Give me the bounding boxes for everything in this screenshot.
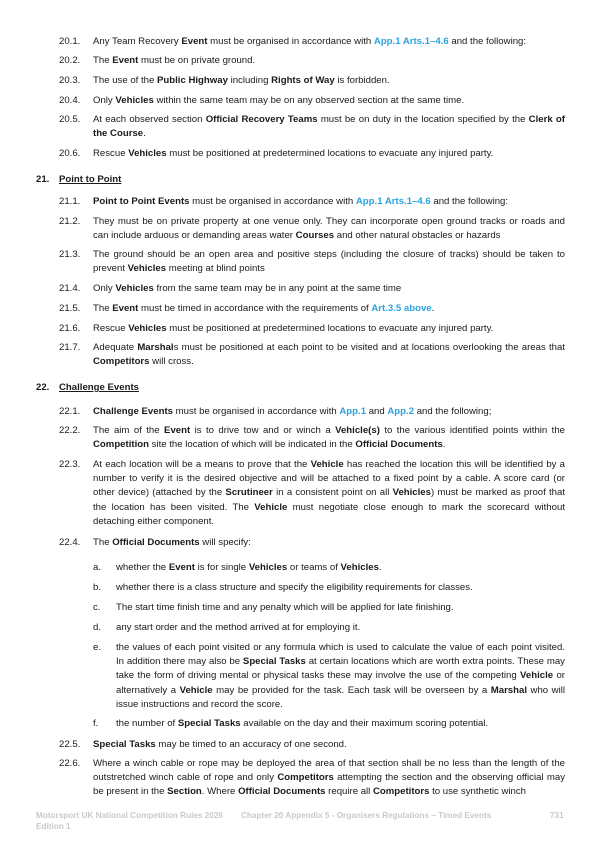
section-title: Point to Point <box>59 174 122 185</box>
section-title: Challenge Events <box>59 382 139 393</box>
clause-number: 21.1. <box>59 196 81 207</box>
clause-number: 21.3. <box>59 249 81 260</box>
clause-number: 21.2. <box>59 216 81 227</box>
article-reference-link[interactable]: App.2 <box>387 406 415 417</box>
clause-number: 22.5. <box>59 739 81 750</box>
clause-21-2 <box>59 215 565 243</box>
list-item-text: the number of Special Tasks available on the day and their maximum scoring potential. <box>116 718 489 729</box>
list-item-letter: b. <box>93 582 102 593</box>
clause-22-4 <box>59 536 565 550</box>
section-number: 21. <box>36 174 50 185</box>
clause-21-7 <box>59 341 565 369</box>
list-item-e <box>93 641 565 712</box>
list-item-letter: d. <box>93 622 102 633</box>
clause-text: At each observed section Official Recovery Teams must be on duty in the location specified by the Clerk of the Course. <box>93 114 565 140</box>
clause-number: 22.1. <box>59 406 81 417</box>
clause-text: Any Team Recovery Event must be organised in accordance with App.1 Arts.1–4.6 and the following: <box>93 36 527 47</box>
clause-number: 22.6. <box>59 758 81 769</box>
list-item-c <box>93 601 565 615</box>
clause-20-5 <box>59 113 565 141</box>
page-number: 731 <box>550 811 564 820</box>
clause-number: 20.6. <box>59 148 81 159</box>
list-item-f <box>93 717 565 731</box>
clause-number: 20.5. <box>59 114 81 125</box>
list-item-d <box>93 621 565 635</box>
clause-21-3 <box>59 248 565 276</box>
clause-number: 20.3. <box>59 75 81 86</box>
clause-22-5 <box>59 738 565 752</box>
clause-22-3 <box>59 458 565 529</box>
clause-text: The Official Documents will specify: <box>93 537 251 548</box>
clause-number: 22.2. <box>59 425 81 436</box>
list-item-a <box>93 561 565 575</box>
list-item-text: whether there is a class structure and specify the eligibility requirements for classes. <box>116 582 473 593</box>
clause-text: Rescue Vehicles must be positioned at predetermined locations to evacuate any injured party. <box>93 323 494 334</box>
clause-text: Where a winch cable or rope may be deployed the area of that section shall be no less than the length of the outstretched winch cable of rope and only Competitors attempting the section and the observing official may be present in the Section. Where Official Documents require all Competitors to use synthetic winch <box>93 758 565 798</box>
footer-chapter: Chapter 20 Appendix 5 - Organisers Regulations – Timed Events <box>241 811 492 820</box>
clause-21-5 <box>59 302 565 316</box>
clause-text: At each location will be a means to prove that the Vehicle has reached the location this will be identified by a number to verify it is the desired objective and will be attached to a fixed point by a cable. A score card (or other device) (attached by the Scrutineer in a consistent point on all Vehicles) must be marked as proof that the location has been visited. The Vehicle must negotiate close enough to mark the scorecard without detaching either component. <box>93 459 566 527</box>
list-item-letter: c. <box>93 602 101 613</box>
clause-22-2 <box>59 424 565 452</box>
clause-text: Challenge Events must be organised in accordance with App.1 and App.2 and the following; <box>93 406 492 417</box>
article-reference-link[interactable]: App.1 <box>339 406 367 417</box>
clause-number: 22.3. <box>59 459 81 470</box>
list-item-letter: a. <box>93 562 102 573</box>
clause-text: The Event must be timed in accordance with the requirements of Art.3.5 above. <box>93 303 435 314</box>
clause-number: 21.5. <box>59 303 81 314</box>
clause-number: 21.6. <box>59 323 81 334</box>
clause-text: Rescue Vehicles must be positioned at predetermined locations to evacuate any injured party. <box>93 148 494 159</box>
clause-text: The use of the Public Highway including Rights of Way is forbidden. <box>93 75 390 86</box>
clause-text: Only Vehicles within the same team may be on any observed section at the same time. <box>93 95 465 106</box>
clause-number: 20.4. <box>59 95 81 106</box>
section-number: 22. <box>36 382 50 393</box>
footer-publication <box>36 811 223 832</box>
clause-21-4 <box>59 282 565 296</box>
list-item-text: the values of each point visited or any formula which is used to calculate the value of each point visited. In addition there may also be Special Tasks at certain locations which are worth extra points. These may take the form of driving mental or physical tasks these may involve the use of the competing Vehicle or alternatively a Vehicle may be provided for the task. Each task will be overseen by a Marshal who will issue instructions and record the score. <box>116 642 565 710</box>
section-heading-22 <box>36 381 139 395</box>
clause-number: 20.2. <box>59 55 81 66</box>
clause-number: 21.4. <box>59 283 81 294</box>
clause-20-4 <box>59 94 565 108</box>
clause-21-6 <box>59 322 565 336</box>
clause-20-1 <box>59 35 565 49</box>
footer-edition: Edition 1 <box>36 821 71 831</box>
list-item-text: any start order and the method arrived at for employing it. <box>116 622 361 633</box>
list-item-b <box>93 581 565 595</box>
clause-text: Adequate Marshals must be positioned at each point to be visited and at locations overlooking the areas that Competitors will cross. <box>93 342 565 368</box>
clause-21-1 <box>59 195 565 209</box>
clause-text: The aim of the Event is to drive tow and or winch a Vehicle(s) to the various identified points within the Competition site the location of which will be indicated in the Official Documents. <box>93 425 566 451</box>
list-item-text: whether the Event is for single Vehicles or teams of Vehicles. <box>116 562 382 573</box>
list-item-letter: e. <box>93 642 102 653</box>
clause-number: 22.4. <box>59 537 81 548</box>
clause-20-6 <box>59 147 565 161</box>
article-reference-link[interactable]: Art.3.5 above <box>371 303 432 314</box>
clause-text: They must be on private property at one venue only. They can incorporate open ground tracks or roads and can include arduous or demanding areas water Courses and other natural obstacles or hazards <box>93 216 565 242</box>
article-reference-link[interactable]: App.1 Arts.1–4.6 <box>355 196 431 207</box>
section-heading-21 <box>36 173 121 187</box>
clause-22-1 <box>59 405 565 419</box>
clause-text: Point to Point Events must be organised in accordance with App.1 Arts.1–4.6 and the following: <box>93 196 509 207</box>
clause-22-6 <box>59 757 565 800</box>
clause-20-2 <box>59 54 565 68</box>
clause-text: The Event must be on private ground. <box>93 55 256 66</box>
article-reference-link[interactable]: App.1 Arts.1–4.6 <box>373 36 449 47</box>
clause-text: Special Tasks may be timed to an accuracy of one second. <box>93 739 347 750</box>
clause-20-3 <box>59 74 565 88</box>
clause-number: 21.7. <box>59 342 81 353</box>
footer-title: Motorsport UK National Competition Rules 2026 <box>36 811 223 820</box>
list-item-letter: f. <box>93 718 99 729</box>
clause-text: The ground should be an open area and positive steps (including the closure of tracks) should be taken to prevent Vehicles meeting at blind points <box>93 249 565 275</box>
clause-text: Only Vehicles from the same team may be in any point at the same time <box>93 283 402 294</box>
clause-number: 20.1. <box>59 36 81 47</box>
list-item-text: The start time finish time and any penalty which will be applied for late finishing. <box>116 602 454 613</box>
